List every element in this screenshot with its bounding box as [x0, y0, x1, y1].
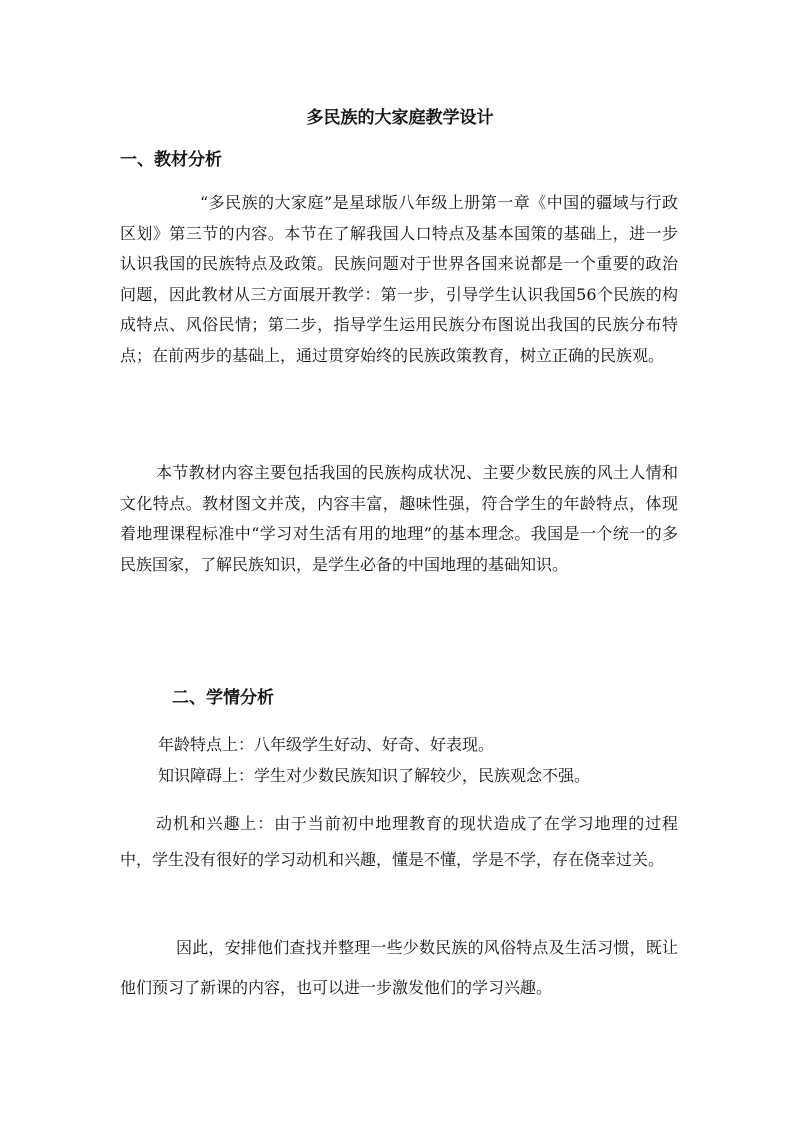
paragraph-therefore: 因此，安排他们查找并整理一些少数民族的风俗特点及生活习惯，既让他们预习了新课的内容，也可以进一步激发他们的学习兴趣。 [120, 938, 678, 997]
section-heading-textbook-analysis: 一、教材分析 [120, 150, 222, 170]
paragraph-age-characteristics: 年龄特点上：八年级学生好动、好奇、好表现。 [158, 735, 495, 754]
document-title: 多民族的大家庭教学设计 [306, 108, 494, 128]
paragraph-motivation-interest: 动机和兴趣上：由于当前初中地理教育的现状造成了在学习地理的过程中，学生没有很好的学习动机和兴趣，懂是不懂，学是不学，存在侥幸过关。 [120, 814, 678, 869]
paragraph-knowledge-obstacles: 知识障碍上：学生对少数民族知识了解较少，民族观念不强。 [158, 766, 591, 785]
section-heading-learner-analysis: 二、学情分析 [172, 688, 274, 708]
paragraph-textbook-analysis-2: 本节教材内容主要包括我国的民族构成状况、主要少数民族的风土人情和文化特点。教材图文并茂，内容丰富，趣味性强，符合学生的年龄特点，体现着地理课程标准中“学习对生活有用的地理”的基本理念。我国是一个统一的多民族国家，了解民族知识，是学生必备的中国地理的基础知识。 [120, 463, 678, 574]
paragraph-textbook-analysis-1: “多民族的大家庭”是星球版八年级上册第一章《中国的疆域与行政区划》第三节的内容。本节在了解我国人口特点及基本国策的基础上，进一步认识我国的民族特点及政策。民族问题对于世界各国来说都是一个重要的政治问题，因此教材从三方面展开教学：第一步，引导学生认识我国56个民族的构成特点、风俗民情；第二步，指导学生运用民族分布图说出我国的民族分布特点；在前两步的基础上，通过贯穿始终的民族政策教育，树立正确的民族观。 [120, 193, 678, 365]
